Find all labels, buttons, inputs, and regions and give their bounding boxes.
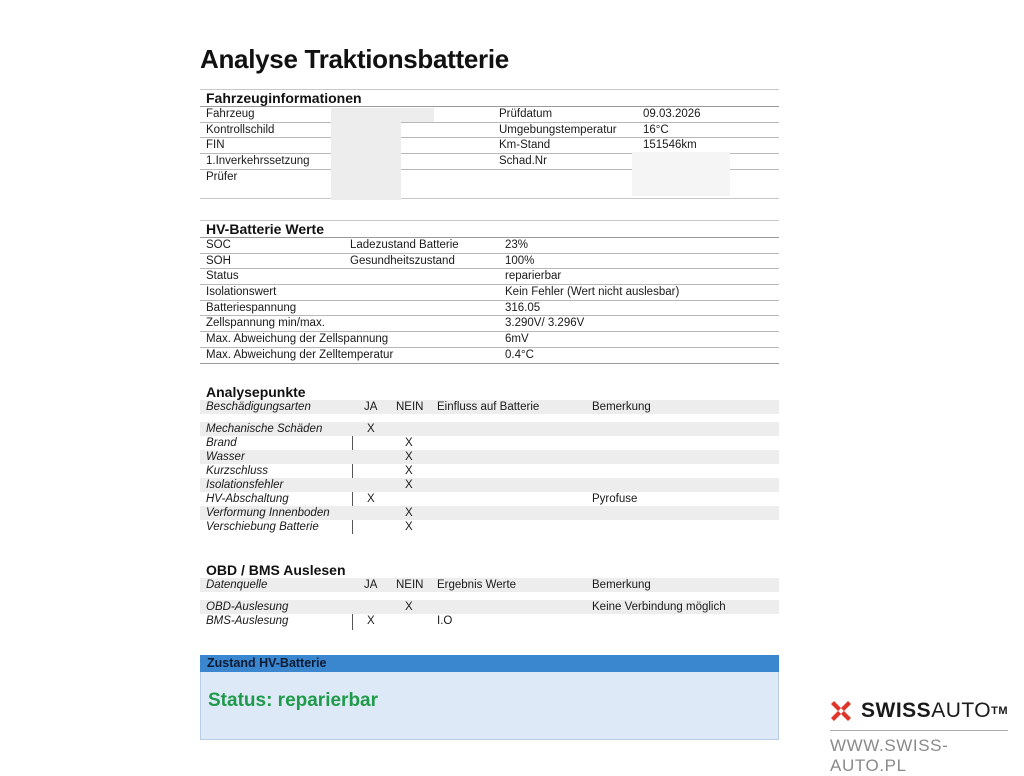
vehicle-label: Fahrzeug — [206, 108, 255, 120]
col-header: JA — [364, 579, 378, 591]
col-header: Einfluss auf Batterie — [437, 401, 540, 413]
vehicle-info-heading: Fahrzeuginformationen — [200, 90, 779, 107]
vehicle-value2: 151546km — [643, 139, 697, 152]
battery-row — [200, 301, 779, 317]
vehicle-label: Kontrollschild — [206, 123, 275, 136]
table-row — [200, 450, 779, 464]
battery-row — [200, 285, 779, 301]
redaction-block — [632, 152, 730, 196]
battery-row — [200, 332, 779, 348]
row-bemerkung: Keine Verbindung möglich — [592, 601, 726, 613]
row-name: Kurzschluss — [206, 465, 268, 477]
ja-mark: X — [367, 423, 375, 435]
row-name: BMS-Auslesung — [206, 615, 289, 627]
row-name: Isolationsfehler — [206, 479, 284, 491]
vehicle-label: Prüfer — [206, 170, 238, 183]
nein-mark: X — [405, 451, 413, 463]
row-name: Verschiebung Batterie — [206, 521, 319, 533]
battery-label: Zellspannung min/max. — [206, 317, 325, 330]
obd-header-row — [200, 578, 779, 592]
battery-value: 100% — [505, 254, 535, 267]
vehicle-row — [200, 107, 779, 123]
battery-row — [200, 254, 779, 270]
nein-mark: X — [405, 437, 413, 449]
page-title: Analyse Traktionsbatterie — [200, 44, 509, 74]
vehicle-label: FIN — [206, 139, 225, 152]
row-name: OBD-Auslesung — [206, 601, 289, 613]
table-row — [200, 614, 779, 628]
col-header: Bemerkung — [592, 401, 651, 413]
battery-label: Status — [206, 270, 239, 283]
logo-brand-light: AUTO — [931, 699, 992, 722]
zustand-panel — [200, 672, 779, 740]
zustand-header — [200, 655, 779, 672]
table-row — [200, 464, 779, 478]
vehicle-label: 1.Inverkehrssetzung — [206, 155, 310, 168]
table-row — [200, 478, 779, 492]
battery-label: Isolationswert — [206, 286, 277, 299]
col-header: NEIN — [396, 401, 424, 413]
battery-value: Kein Fehler (Wert nicht auslesbar) — [505, 286, 680, 299]
nein-mark: X — [405, 507, 413, 519]
row-name: Verformung Innenboden — [206, 507, 330, 519]
battery-value: 316.05 — [505, 301, 541, 314]
logo-tm: TM — [991, 705, 1009, 717]
nein-mark: X — [405, 465, 413, 477]
row-name: Mechanische Schäden — [206, 423, 323, 435]
row-name: Brand — [206, 437, 237, 449]
analysis-section — [200, 384, 779, 534]
vehicle-value2: 09.03.2026 — [643, 108, 701, 120]
battery-value: 0.4°C — [505, 348, 534, 361]
col-header: JA — [364, 401, 378, 413]
battery-value: reparierbar — [505, 270, 562, 283]
row-name: HV-Abschaltung — [206, 493, 289, 505]
battery-row — [200, 238, 779, 254]
row-ergebnis: I.O — [437, 615, 453, 627]
vehicle-label2: Schad.Nr — [499, 155, 547, 168]
redaction-block — [331, 108, 401, 200]
col-header: Ergebnis Werte — [437, 579, 517, 591]
battery-label: Max. Abweichung der Zellspannung — [206, 333, 389, 346]
table-row — [200, 520, 779, 534]
analysis-header-row — [200, 400, 779, 414]
swiss-auto-cross-icon — [830, 700, 852, 722]
battery-section — [200, 220, 779, 364]
battery-row — [200, 269, 779, 285]
logo-url: WWW.SWISS-AUTO.PL — [830, 736, 949, 775]
redaction-block — [401, 108, 434, 122]
logo-wordmark — [861, 700, 1008, 722]
nein-mark: X — [405, 479, 413, 491]
vehicle-value2: 16°C — [643, 123, 669, 136]
swiss-auto-logo — [830, 699, 1010, 775]
col-header: Datenquelle — [206, 579, 268, 591]
col-header: Bemerkung — [592, 579, 651, 591]
table-row — [200, 506, 779, 520]
status-text: Status: reparierbar — [208, 690, 379, 711]
battery-value: 3.290V/ 3.296V — [505, 317, 585, 330]
battery-heading: HV-Batterie Werte — [200, 221, 779, 238]
logo-brand-bold: SWISS — [861, 699, 932, 722]
vehicle-info-section — [200, 89, 779, 199]
vehicle-label2: Prüfdatum — [499, 108, 553, 120]
vehicle-label2: Km-Stand — [499, 139, 551, 152]
battery-desc: Ladezustand Batterie — [350, 239, 459, 251]
analysis-heading: Analysepunkte — [206, 384, 306, 400]
col-header: NEIN — [396, 579, 424, 591]
nein-mark: X — [405, 601, 413, 613]
table-row — [200, 600, 779, 614]
battery-value: 23% — [505, 239, 529, 251]
obd-section — [200, 562, 779, 628]
battery-label: SOC — [206, 239, 231, 251]
table-row — [200, 422, 779, 436]
battery-label: Max. Abweichung der Zelltemperatur — [206, 348, 394, 361]
col-header: Beschädigungsarten — [206, 401, 311, 413]
zustand-heading: Zustand HV-Batterie — [207, 656, 327, 670]
nein-mark: X — [405, 521, 413, 533]
row-bemerkung: Pyrofuse — [592, 493, 638, 505]
battery-label: SOH — [206, 254, 231, 267]
logo-divider — [830, 730, 1008, 731]
table-row — [200, 436, 779, 450]
battery-label: Batteriespannung — [206, 301, 297, 314]
vehicle-label2: Umgebungstemperatur — [499, 123, 617, 136]
battery-row — [200, 348, 779, 364]
battery-row — [200, 316, 779, 332]
battery-desc: Gesundheitszustand — [350, 254, 455, 267]
ja-mark: X — [367, 615, 375, 627]
battery-value: 6mV — [505, 333, 529, 346]
table-row — [200, 492, 779, 506]
row-name: Wasser — [206, 451, 245, 463]
vehicle-row — [200, 123, 779, 139]
ja-mark: X — [367, 493, 375, 505]
obd-heading: OBD / BMS Auslesen — [206, 562, 346, 578]
